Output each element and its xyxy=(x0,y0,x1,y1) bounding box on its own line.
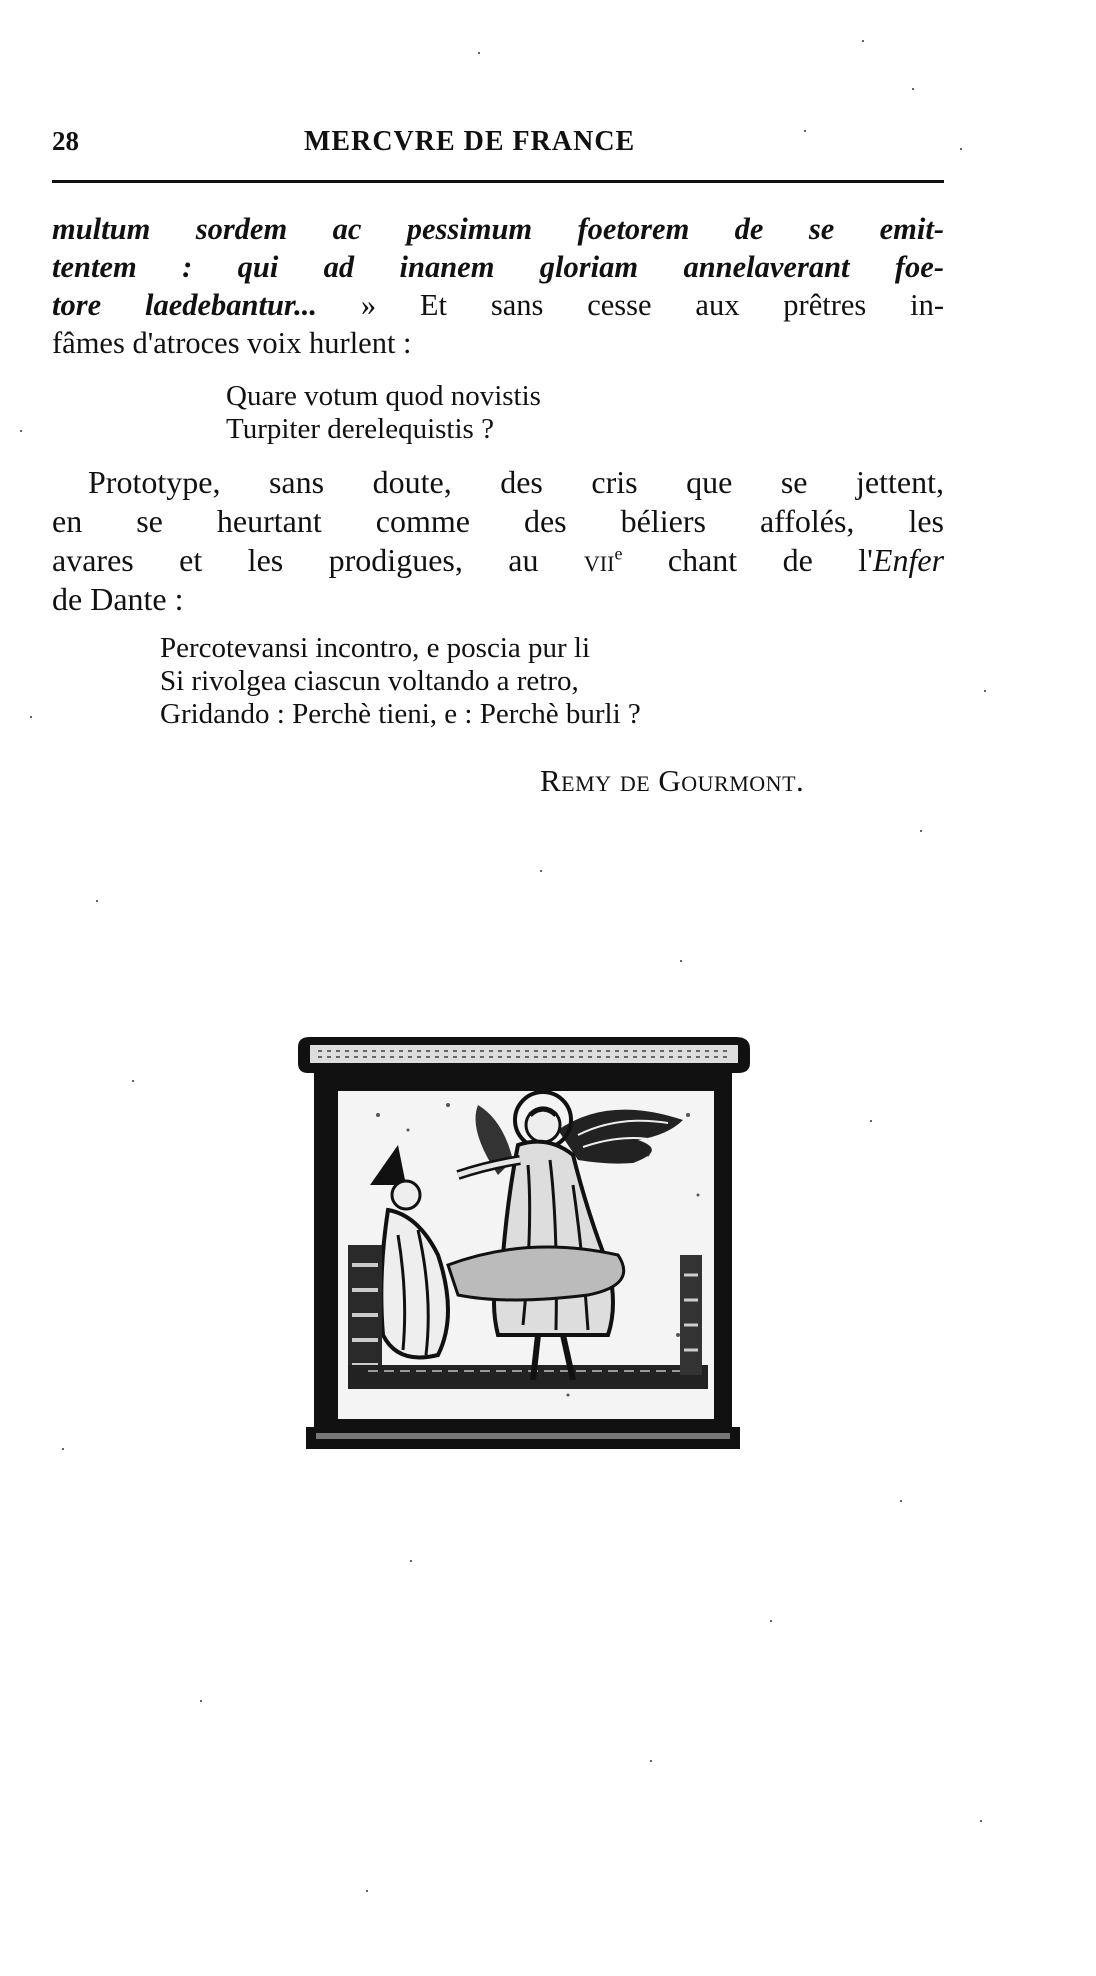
enfer-title: Enfer xyxy=(872,542,945,578)
speck xyxy=(366,1890,368,1892)
page-number: 28 xyxy=(52,126,79,156)
speck xyxy=(920,830,922,832)
speck xyxy=(984,690,986,692)
prototype-line-3-a: avares et les prodigues, au xyxy=(52,542,584,578)
speck xyxy=(62,1448,64,1450)
prototype-line-4: de Dante : xyxy=(52,581,184,617)
latin-line-2: tentem : qui ad inanem gloriam annelaverant foe- xyxy=(52,250,944,284)
speck xyxy=(650,1760,652,1762)
prototype-line-3-b: chant de l' xyxy=(622,542,873,578)
speck xyxy=(960,148,962,150)
angel-vignette-illustration xyxy=(288,1035,758,1455)
speck xyxy=(862,40,864,42)
latin-verse xyxy=(226,380,541,446)
latin-line-3 xyxy=(52,286,944,324)
prototype-paragraph xyxy=(52,463,944,619)
speck xyxy=(410,1560,412,1562)
speck xyxy=(540,870,542,872)
speck xyxy=(900,1500,902,1502)
speck xyxy=(132,1080,134,1082)
prototype-line-1: Prototype, sans doute, des cris que se jettent, xyxy=(88,464,944,500)
speck xyxy=(870,1120,872,1122)
page-header xyxy=(52,118,944,168)
latin-line-3-roman: » Et sans cesse aux prêtres in- xyxy=(316,288,944,322)
dante-verse-line-2: Si rivolgea ciascun voltando a retro, xyxy=(160,665,579,697)
latin-line-4: fâmes d'atroces voix hurlent : xyxy=(52,326,412,360)
speck xyxy=(770,1620,772,1622)
speck xyxy=(20,430,22,432)
author-signature: Remy de Gourmont. xyxy=(540,763,805,798)
speck xyxy=(96,900,98,902)
speck xyxy=(804,130,806,132)
running-head: MERCVRE DE FRANCE xyxy=(304,126,636,157)
header-rule xyxy=(52,180,944,183)
latin-verse-line-2: Turpiter derelequistis ? xyxy=(226,413,494,445)
dante-verse xyxy=(160,632,641,731)
dante-verse-line-1: Percotevansi incontro, e poscia pur li xyxy=(160,632,591,664)
prototype-line-2: en se heurtant comme des béliers affolés, les xyxy=(52,503,944,539)
prototype-line-3 xyxy=(52,541,944,580)
speck xyxy=(680,960,682,962)
latin-line-3-italic: tore laedebantur... xyxy=(52,288,317,322)
speck xyxy=(478,52,480,54)
latin-line-1: multum sordem ac pessimum foetorem de se emit- xyxy=(52,212,944,246)
speck xyxy=(30,716,32,718)
dante-verse-line-3: Gridando : Perchè tieni, e : Perchè burli ? xyxy=(160,698,641,730)
speck xyxy=(912,88,914,90)
speck xyxy=(200,1700,202,1702)
speck xyxy=(980,1820,982,1822)
latin-paragraph xyxy=(52,210,944,362)
roman-numeral: vii xyxy=(583,542,615,578)
ordinal-superscript: e xyxy=(614,543,623,564)
latin-verse-line-1: Quare votum quod novistis xyxy=(226,380,541,412)
